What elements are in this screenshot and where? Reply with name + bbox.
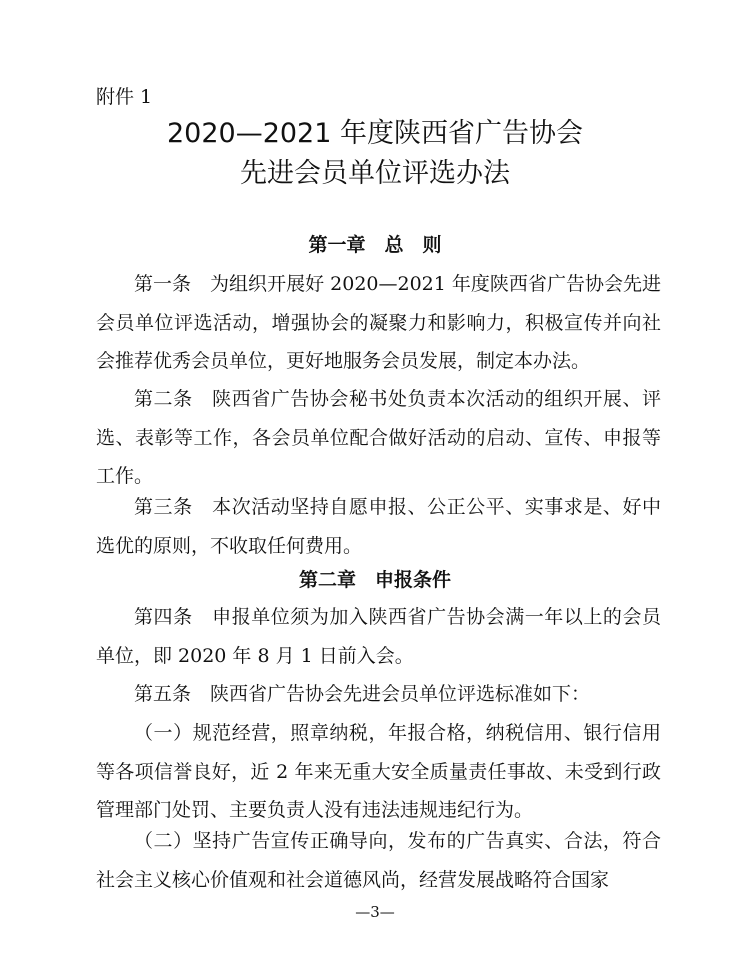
article-1: 第一条 为组织开展好 2020—2021 年度陕西省广告协会先进会员单位评选活动，增强协会的凝聚力和影响力，积极宣传并向社会推荐优秀会员单位，更好地服务会员发展，制定本办法。 [96,273,661,372]
page-number: —3— [355,903,395,921]
chapter-1-heading: 第一章 总 则 [308,234,442,256]
attachment-label: 附件 1 [96,86,153,108]
article-5-item-1: （一）规范经营，照章纳税，年报合格，纳税信用、银行信用等各项信誉良好，近 2 年来无重大安全质量责任事故、未受到行政管理部门处罚、主要负责人没有违法违规违纪行为。 [96,722,661,821]
article-4: 第四条 申报单位须为加入陕西省广告协会满一年以上的会员单位，即 2020 年 8 月 1 日前入会。 [96,606,661,667]
article-5-item-2: （二）坚持广告宣传正确导向，发布的广告真实、合法，符合社会主义核心价值观和社会道德风尚，经营发展战略符合国家 [96,830,661,891]
article-5: 第五条 陕西省广告协会先进会员单位评选标准如下： [134,683,591,705]
article-2: 第二条 陕西省广告协会秘书处负责本次活动的组织开展、评选、表彰等工作，各会员单位配合做好活动的启动、宣传、申报等工作。 [96,388,661,487]
document-title-line-1: 2020—2021 年度陕西省广告协会 [166,118,583,149]
document-title-line-2: 先进会员单位评选办法 [240,158,510,189]
article-3: 第三条 本次活动坚持自愿申报、公正公平、实事求是、好中选优的原则，不收取任何费用。 [96,496,661,557]
chapter-2-heading: 第二章 申报条件 [298,569,451,591]
